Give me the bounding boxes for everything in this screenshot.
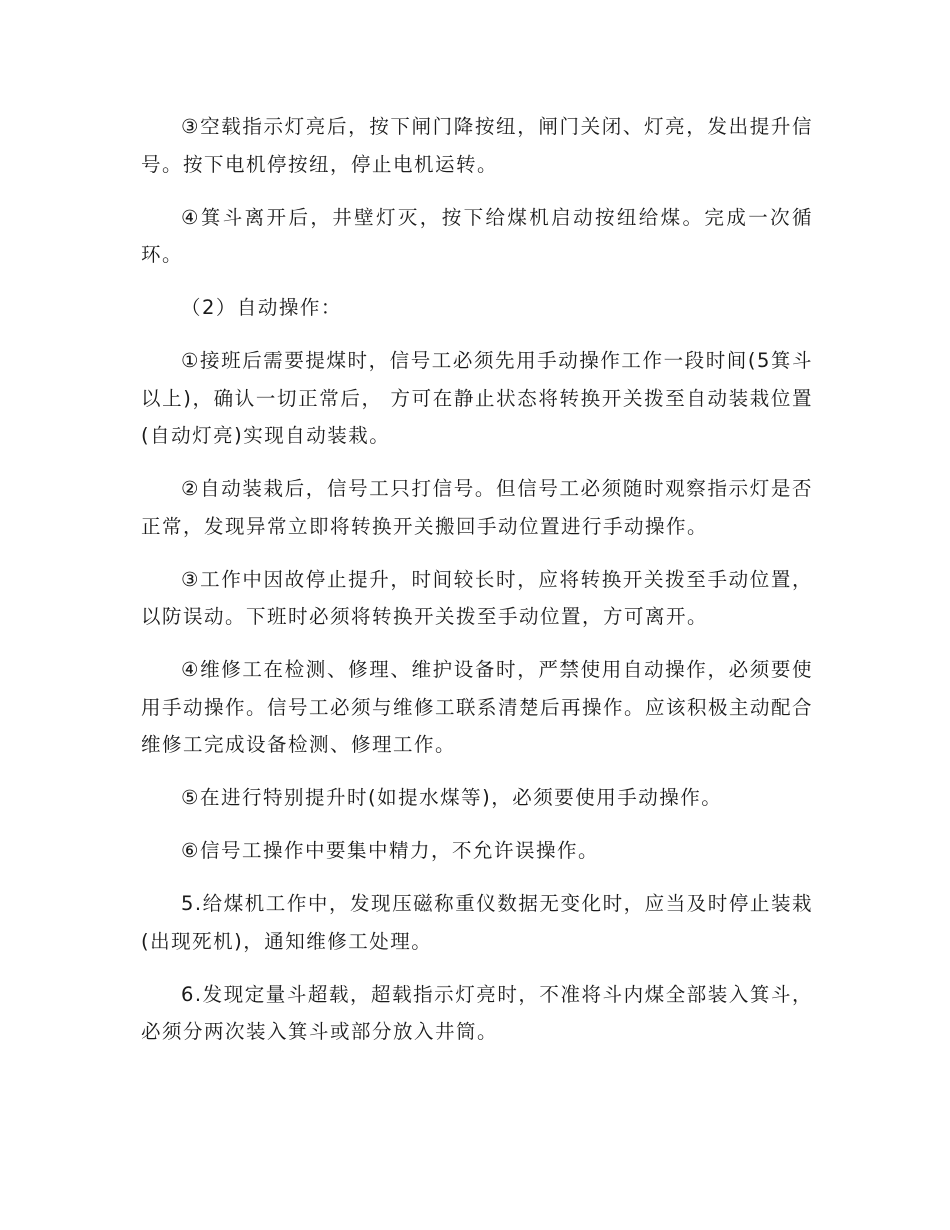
section-heading-auto-operation: （2）自动操作：: [181, 296, 342, 319]
paragraph-after-auto-loading: ②自动装栽后，信号工只打信号。但信号工必须随时观察指示灯是否正常，发现异常立即将转换开关搬回手动位置进行手动操作。: [141, 477, 813, 538]
paragraph-shift-start: ①接班后需要提煤时，信号工必须先用手动操作工作一段时间(5箕斗以上)，确认一切正常后， 方可在静止状态将转换开关拨至自动装栽位置(自动灯亮)实现自动装栽。: [141, 349, 813, 447]
paragraph-skip-leaves: ④箕斗离开后，井壁灯灭，按下给煤机启动按纽给煤。完成一次循环。: [141, 205, 813, 266]
document-body: [141, 108, 813, 1066]
paragraph-concentration: ⑥信号工操作中要集中精力，不允许误操作。: [181, 839, 599, 862]
paragraph-feeder-item-5: 5.给煤机工作中，发现压磁称重仪数据无变化时，应当及时停止装栽(出现死机)，通知维修工处理。: [141, 892, 813, 953]
paragraph-maintenance: ④维修工在检测、修理、维护设备时，严禁使用自动操作，必须要使用手动操作。信号工必须与维修工联系清楚后再操作。应该积极主动配合维修工完成设备检测、修理工作。: [141, 658, 814, 756]
paragraph-empty-load-light: ③空载指示灯亮后，按下闸门降按纽，闸门关闭、灯亮，发出提升信号。按下电机停按纽，停止电机运转。: [141, 115, 813, 176]
paragraph-overload-item-6: 6.发现定量斗超载，超载指示灯亮时，不准将斗内煤全部装入箕斗，必须分两次装入箕斗或部分放入井筒。: [141, 982, 813, 1043]
paragraph-stop-lifting: ③工作中因故停止提升，时间较长时，应将转换开关拨至手动位置，以防误动。下班时必须将转换开关拨至手动位置，方可离开。: [141, 567, 813, 628]
paragraph-special-lifting: ⑤在进行特别提升时(如提水煤等)，必须要使用手动操作。: [181, 786, 723, 809]
